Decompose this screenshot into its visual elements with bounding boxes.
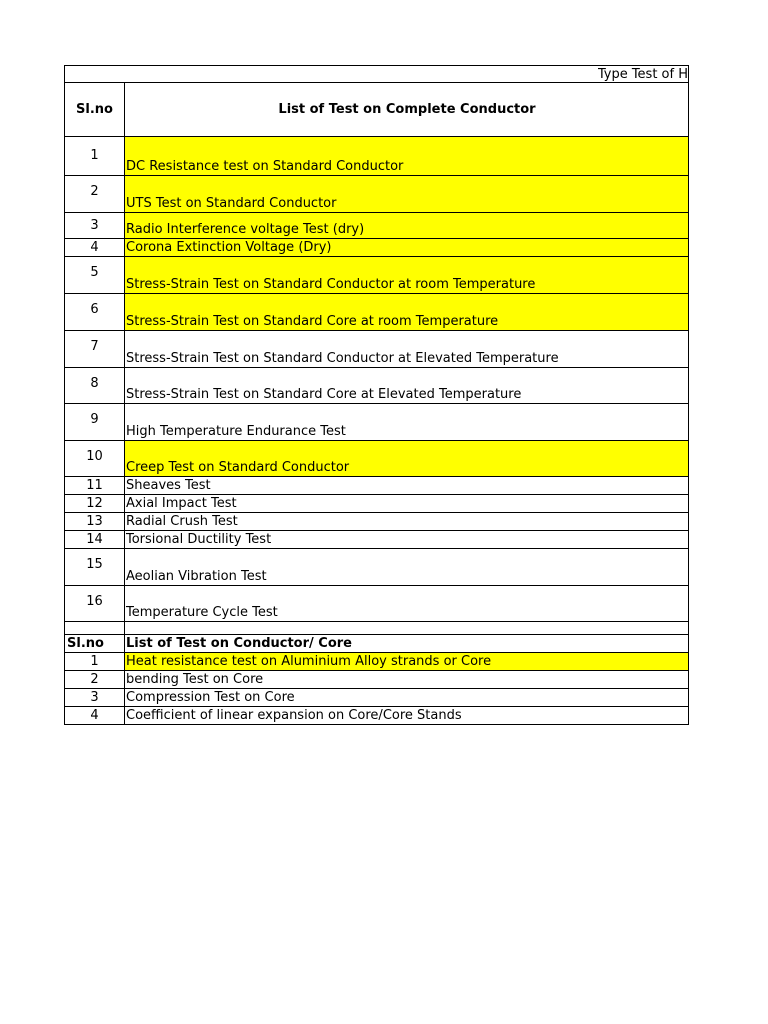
row-number: 13 (65, 513, 125, 530)
table-row[interactable] (64, 671, 689, 689)
table-row[interactable] (64, 176, 689, 213)
test-name: Creep Test on Standard Conductor (126, 460, 350, 475)
table-row[interactable] (64, 513, 689, 531)
row-number: 5 (65, 257, 125, 293)
test-name: Radio Interference voltage Test (dry) (126, 222, 365, 237)
table-row[interactable] (64, 404, 689, 441)
row-number: 2 (65, 671, 125, 688)
test-name: Stress-Strain Test on Standard Core at room Temperature (126, 314, 499, 329)
test-name: Radial Crush Test (126, 514, 238, 529)
test-name: Sheaves Test (126, 478, 211, 493)
table-row[interactable] (64, 531, 689, 549)
table-row[interactable] (64, 257, 689, 294)
row-number: 10 (65, 441, 125, 476)
row-number: 2 (65, 176, 125, 212)
test-name: Stress-Strain Test on Standard Conductor at room Temperature (126, 277, 536, 292)
table-row[interactable] (64, 331, 689, 368)
header-test: List of Test on Complete Conductor (278, 102, 536, 117)
row-number: 1 (65, 137, 125, 175)
table-row[interactable] (64, 707, 689, 725)
row-number: 1 (65, 653, 125, 670)
table-row[interactable] (64, 586, 689, 622)
test-name: Corona Extinction Voltage (Dry) (126, 240, 332, 255)
sheet-title: Type Test of H (597, 67, 688, 82)
table-row[interactable] (64, 213, 689, 239)
test-name: High Temperature Endurance Test (126, 424, 346, 439)
row-number: 6 (65, 294, 125, 330)
test-name: Heat resistance test on Aluminium Alloy strands or Core (125, 653, 688, 670)
row-number: 3 (65, 689, 125, 706)
test-name: Axial Impact Test (126, 496, 237, 511)
test-name: Torsional Ductility Test (126, 532, 272, 547)
table2-header-row (64, 635, 689, 653)
row-number: 7 (65, 331, 125, 367)
header-test: List of Test on Conductor/ Core (126, 636, 353, 651)
test-name: Stress-Strain Test on Standard Core at Elevated Temperature (126, 387, 522, 402)
table-row[interactable] (64, 441, 689, 477)
row-number: 9 (65, 404, 125, 440)
row-number: 15 (65, 549, 125, 585)
table-row[interactable] (64, 495, 689, 513)
row-number: 4 (65, 239, 125, 256)
test-name: DC Resistance test on Standard Conductor (126, 159, 404, 174)
row-number: 12 (65, 495, 125, 512)
test-name: Stress-Strain Test on Standard Conductor at Elevated Temperature (126, 351, 559, 366)
row-number: 8 (65, 368, 125, 403)
row-number: 11 (65, 477, 125, 494)
spreadsheet (64, 65, 689, 725)
header-slno: Sl.no (65, 635, 125, 652)
table-row[interactable] (64, 549, 689, 586)
test-name: bending Test on Core (126, 672, 264, 687)
row-number: 14 (65, 531, 125, 548)
table-row[interactable] (64, 294, 689, 331)
empty-cell (65, 622, 125, 634)
test-name: UTS Test on Standard Conductor (126, 196, 337, 211)
table-row[interactable] (64, 477, 689, 495)
table-row[interactable] (64, 689, 689, 707)
row-number: 4 (65, 707, 125, 724)
title-row (64, 65, 689, 83)
table1-header-row (64, 83, 689, 137)
empty-row (64, 622, 689, 635)
table-row[interactable] (64, 239, 689, 257)
row-number: 16 (65, 586, 125, 621)
test-name: Temperature Cycle Test (126, 605, 278, 620)
test-name: Aeolian Vibration Test (126, 569, 267, 584)
header-slno: Sl.no (65, 83, 125, 136)
row-number: 3 (65, 213, 125, 238)
empty-cell (125, 622, 688, 634)
test-name: Compression Test on Core (126, 690, 295, 705)
table-row[interactable] (64, 653, 689, 671)
table-row[interactable] (64, 137, 689, 176)
test-name: Coefficient of linear expansion on Core/Core Stands (126, 708, 462, 723)
table-row[interactable] (64, 368, 689, 404)
